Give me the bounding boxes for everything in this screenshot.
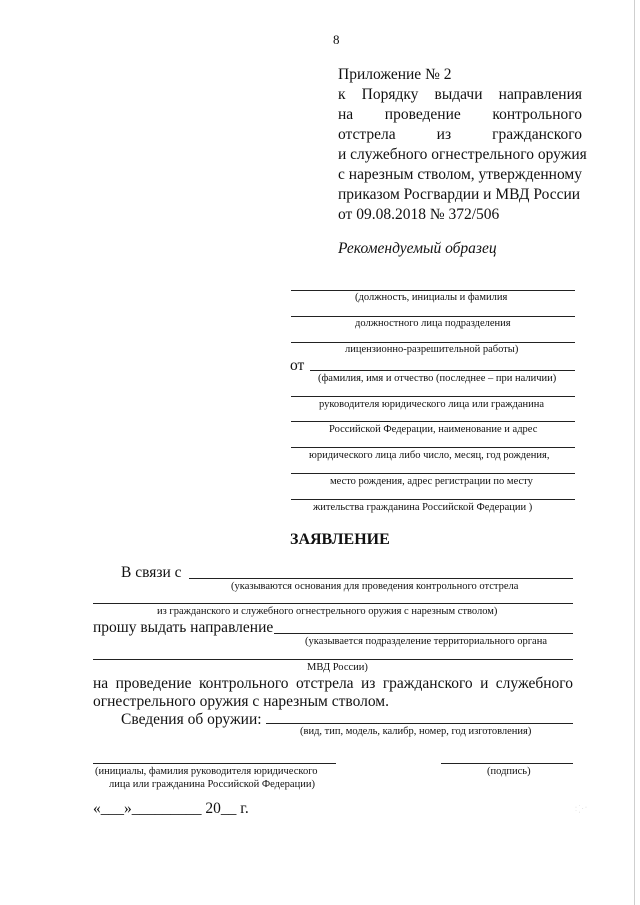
reason-line (93, 603, 573, 604)
date-line: «___»_________ 20__ г. (93, 800, 249, 817)
purpose-text: огнестрельного оружия с нарезным стволом. (93, 693, 389, 710)
from-line (291, 421, 575, 422)
weapon-label: Сведения об оружии: (121, 711, 262, 728)
from-line (291, 396, 575, 397)
from-caption: юридического лица либо число, месяц, год рождения, (309, 450, 550, 461)
addressee-caption: должностного лица подразделения (355, 318, 511, 329)
reason-line (189, 578, 573, 579)
reason-caption: из гражданского и служебного огнестрельного оружия с нарезным стволом) (157, 606, 498, 617)
scan-noise: · ˙ . · ˙ · (575, 805, 587, 816)
from-caption: жительства гражданина Российской Федерации ) (313, 502, 533, 513)
from-line (310, 370, 575, 371)
sign-line (441, 763, 573, 764)
from-caption: руководителя юридического лица или гражданина (319, 399, 545, 410)
from-caption: место рождения, адрес регистрации по месту (330, 476, 533, 487)
request-caption: МВД России) (307, 662, 368, 673)
appendix-line: к Порядку выдачи направления (338, 86, 582, 103)
from-line (291, 473, 575, 474)
from-caption: (фамилия, имя и отчество (последнее – при наличии) (318, 373, 557, 384)
purpose-text: на проведение контрольного отстрела из гражданского и служебного (93, 675, 573, 692)
addressee-line (291, 290, 575, 291)
request-line (274, 633, 573, 634)
appendix-line: приказом Росгвардии и МВД России (338, 186, 581, 203)
appendix-title: Приложение № 2 (338, 66, 452, 83)
reason-caption: (указываются основания для проведения контрольного отстрела (231, 581, 519, 592)
appendix-line: от 09.08.2018 № 372/506 (338, 206, 500, 223)
from-label: от (290, 357, 305, 374)
sign-caption: (подпись) (487, 766, 531, 777)
request-caption: (указывается подразделение территориального органа (305, 636, 547, 647)
addressee-line (291, 316, 575, 317)
request-label: прошу выдать направление (93, 619, 274, 636)
appendix-line: и служебного огнестрельного оружия (338, 146, 587, 163)
from-line (291, 447, 575, 448)
from-line (291, 499, 575, 500)
addressee-caption: (должность, инициалы и фамилия (355, 292, 508, 303)
name-caption: (инициалы, фамилия руководителя юридического (95, 766, 318, 777)
from-caption: Российской Федерации, наименование и адрес (329, 424, 538, 435)
name-caption: лица или гражданина Российской Федерации) (109, 779, 315, 790)
page-edge (634, 0, 635, 905)
appendix-line: с нарезным стволом, утвержденному (338, 166, 582, 183)
appendix-line: отстрела из гражданского (338, 126, 582, 143)
weapon-caption: (вид, тип, модель, калибр, номер, год изготовления) (300, 726, 532, 737)
document-heading: ЗАЯВЛЕНИЕ (290, 531, 390, 548)
weapon-line (266, 723, 573, 724)
in-connection-label: В связи с (121, 564, 182, 581)
addressee-line (291, 342, 575, 343)
appendix-line: на проведение контрольного (338, 106, 582, 123)
page-number: 8 (333, 32, 340, 47)
request-line (93, 659, 573, 660)
addressee-caption: лицензионно-разрешительной работы) (345, 344, 519, 355)
sample-label: Рекомендуемый образец (338, 240, 497, 257)
name-line (93, 763, 336, 764)
